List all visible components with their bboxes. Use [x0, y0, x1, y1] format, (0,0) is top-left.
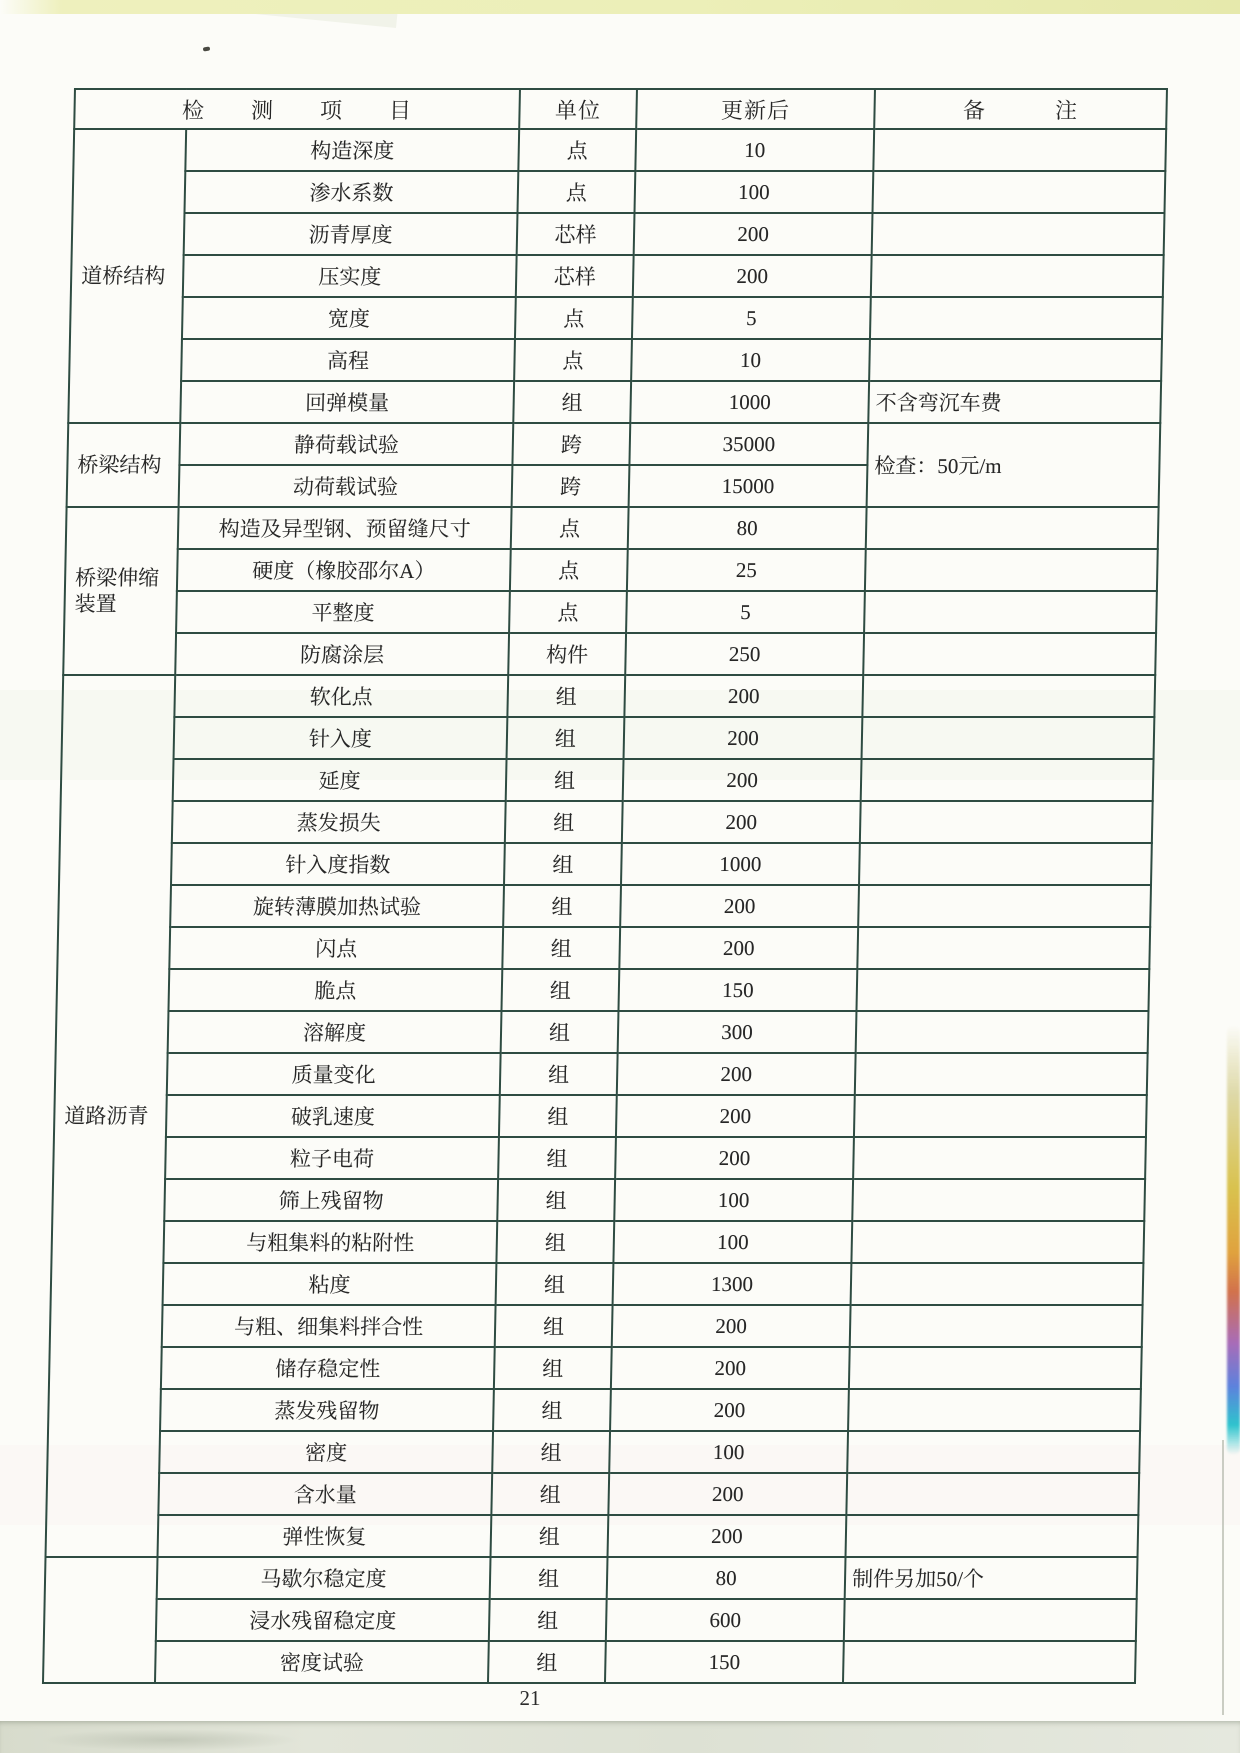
- remark-cell: [849, 1347, 1142, 1389]
- value-cell: 250: [625, 633, 864, 675]
- item-cell: 脆点: [168, 969, 502, 1011]
- unit-cell: 芯样: [517, 213, 635, 255]
- value-cell: 80: [607, 1557, 846, 1599]
- unit-cell: 点: [509, 591, 627, 633]
- table-row: [47, 1431, 1140, 1473]
- remark-cell: [853, 1137, 1146, 1179]
- item-cell: 质量变化: [167, 1053, 501, 1095]
- table-row: [54, 1095, 1147, 1137]
- remark-cell: [860, 801, 1153, 843]
- fee-table-wrap: [42, 88, 1166, 1684]
- remark-cell: [854, 1095, 1147, 1137]
- unit-cell: 组: [500, 1053, 618, 1095]
- unit-cell: 组: [505, 801, 623, 843]
- item-cell: 高程: [181, 339, 515, 381]
- table-row: [61, 759, 1154, 801]
- remark-cell: [873, 171, 1166, 213]
- remark-cell: [865, 549, 1158, 591]
- table-row: [72, 171, 1165, 213]
- value-cell: 200: [624, 717, 863, 759]
- unit-cell: 组: [513, 381, 631, 423]
- value-cell: 600: [606, 1599, 845, 1641]
- value-cell: 300: [618, 1011, 857, 1053]
- unit-cell: 组: [491, 1515, 609, 1557]
- remark-cell: [856, 1011, 1149, 1053]
- item-cell: 弹性恢复: [158, 1515, 492, 1557]
- item-cell: 溶解度: [168, 1011, 502, 1053]
- remark-cell: [862, 717, 1155, 759]
- table-row: [46, 1473, 1139, 1515]
- value-cell: 150: [605, 1641, 844, 1683]
- item-cell: 浸水残留稳定度: [156, 1599, 490, 1641]
- table-row: [51, 1263, 1144, 1305]
- unit-cell: 点: [514, 339, 632, 381]
- table-row: [62, 675, 1155, 717]
- unit-cell: 组: [496, 1263, 614, 1305]
- value-cell: 5: [632, 297, 871, 339]
- table-row: [65, 549, 1158, 591]
- table-row: [56, 969, 1149, 1011]
- category-cell: 桥梁结构: [67, 423, 181, 507]
- item-cell: 针入度: [174, 717, 508, 759]
- unit-cell: 点: [518, 171, 636, 213]
- header-unit: 单位: [519, 89, 637, 129]
- item-cell: 密度: [159, 1431, 493, 1473]
- unit-cell: 组: [489, 1599, 607, 1641]
- value-cell: 5: [626, 591, 865, 633]
- unit-cell: 点: [511, 507, 629, 549]
- table-row: [73, 129, 1166, 171]
- category-cell: [43, 1557, 158, 1683]
- unit-cell: 组: [494, 1347, 612, 1389]
- remark-cell: [869, 339, 1162, 381]
- value-cell: 1000: [621, 843, 860, 885]
- fee-table: [42, 88, 1168, 1684]
- item-cell: 蒸发损失: [172, 801, 506, 843]
- unit-cell: 组: [492, 1431, 610, 1473]
- remark-cell: [844, 1599, 1137, 1641]
- unit-cell: 跨: [512, 423, 630, 465]
- table-row: [58, 885, 1151, 927]
- table-row: [49, 1347, 1142, 1389]
- remark-cell: [857, 927, 1150, 969]
- unit-cell: 组: [501, 1011, 619, 1053]
- value-cell: 80: [628, 507, 867, 549]
- unit-cell: 组: [504, 843, 622, 885]
- value-cell: 10: [635, 129, 874, 171]
- unit-cell: 组: [499, 1095, 617, 1137]
- table-row: [70, 297, 1163, 339]
- item-cell: 储存稳定性: [161, 1347, 495, 1389]
- item-cell: 宽度: [182, 297, 516, 339]
- remark-cell: [850, 1305, 1143, 1347]
- category-cell: 桥梁伸缩 装置: [63, 507, 178, 675]
- item-cell: 马歇尔稳定度: [157, 1557, 491, 1599]
- table-row: [59, 843, 1152, 885]
- unit-cell: 组: [488, 1641, 606, 1683]
- value-cell: 200: [615, 1137, 854, 1179]
- scan-smudge: [40, 1729, 300, 1751]
- table-row: [62, 717, 1155, 759]
- table-row: [48, 1389, 1141, 1431]
- table-row: [71, 255, 1164, 297]
- value-cell: 200: [608, 1473, 847, 1515]
- remark-cell: [851, 1221, 1144, 1263]
- remark-cell: [859, 843, 1152, 885]
- scanner-rainbow-artifact: [1227, 1025, 1240, 1455]
- item-cell: 粘度: [163, 1263, 497, 1305]
- table-row: [63, 633, 1156, 675]
- table-row: [60, 801, 1153, 843]
- category-cell: 道路沥青: [46, 675, 176, 1557]
- value-cell: 200: [622, 801, 861, 843]
- unit-cell: 组: [497, 1179, 615, 1221]
- table-row: [57, 927, 1150, 969]
- item-cell: 密度试验: [155, 1641, 489, 1683]
- value-cell: 100: [614, 1179, 853, 1221]
- value-cell: 100: [613, 1221, 852, 1263]
- value-cell: 200: [610, 1389, 849, 1431]
- item-cell: 软化点: [174, 675, 508, 717]
- item-cell: 与粗集料的粘附性: [163, 1221, 497, 1263]
- unit-cell: 组: [501, 969, 619, 1011]
- table-row: [51, 1221, 1144, 1263]
- value-cell: 100: [635, 171, 874, 213]
- item-cell: 静荷载试验: [179, 423, 513, 465]
- value-cell: 100: [609, 1431, 848, 1473]
- item-cell: 针入度指数: [171, 843, 505, 885]
- item-cell: 含水量: [158, 1473, 492, 1515]
- table-row: [67, 423, 1160, 465]
- table-row: [53, 1137, 1146, 1179]
- item-cell: 构造深度: [185, 129, 519, 171]
- ink-speck: [203, 47, 210, 52]
- remark-cell: [866, 507, 1159, 549]
- value-cell: 200: [611, 1347, 850, 1389]
- remark-cell: 不含弯沉车费: [868, 381, 1161, 423]
- remark-cell: 制件另加50/个: [845, 1557, 1138, 1599]
- table-row: [50, 1305, 1143, 1347]
- paper-right-edge: [1222, 1440, 1224, 1715]
- remark-cell: [870, 297, 1163, 339]
- value-cell: 150: [618, 969, 857, 1011]
- item-cell: 沥青厚度: [184, 213, 518, 255]
- value-cell: 200: [623, 759, 862, 801]
- remark-cell: [856, 969, 1149, 1011]
- value-cell: 200: [624, 675, 863, 717]
- unit-cell: 跨: [512, 465, 630, 507]
- value-cell: 200: [608, 1515, 847, 1557]
- table-row: [45, 1557, 1138, 1599]
- value-cell: 200: [616, 1095, 855, 1137]
- table-row: [52, 1179, 1145, 1221]
- unit-cell: 点: [510, 549, 628, 591]
- table-row: [56, 1011, 1149, 1053]
- item-cell: 渗水系数: [184, 171, 518, 213]
- value-cell: 200: [634, 213, 873, 255]
- item-cell: 压实度: [183, 255, 517, 297]
- table-row: [64, 591, 1157, 633]
- item-cell: 构造及异型钢、预留缝尺寸: [178, 507, 512, 549]
- unit-cell: 组: [491, 1473, 609, 1515]
- unit-cell: 组: [495, 1305, 613, 1347]
- table-row: [46, 1515, 1139, 1557]
- unit-cell: 点: [515, 297, 633, 339]
- item-cell: 闪点: [169, 927, 503, 969]
- unit-cell: 组: [507, 675, 625, 717]
- remark-cell: [863, 633, 1156, 675]
- unit-cell: 组: [496, 1221, 614, 1263]
- value-cell: 25: [627, 549, 866, 591]
- unit-cell: 组: [490, 1557, 608, 1599]
- page-number: 21: [519, 1686, 541, 1710]
- value-cell: 35000: [629, 423, 868, 465]
- table-row: [44, 1599, 1137, 1641]
- item-cell: 粒子电荷: [165, 1137, 499, 1179]
- value-cell: 200: [617, 1053, 856, 1095]
- header-remark: 备 注: [874, 89, 1167, 129]
- header-test-items: 检 测 项 目: [74, 89, 520, 129]
- item-cell: 与粗、细集料拌合性: [162, 1305, 496, 1347]
- remark-cell: [858, 885, 1151, 927]
- value-cell: 200: [633, 255, 872, 297]
- remark-cell: [864, 591, 1157, 633]
- table-row: [69, 339, 1162, 381]
- remark-cell: [862, 675, 1155, 717]
- item-cell: 延度: [173, 759, 507, 801]
- remark-cell: [851, 1263, 1144, 1305]
- remark-cell: [873, 129, 1166, 171]
- item-cell: 破乳速度: [166, 1095, 500, 1137]
- value-cell: 15000: [629, 465, 868, 507]
- table-row: [72, 213, 1165, 255]
- value-cell: 1300: [613, 1263, 852, 1305]
- remark-cell: [855, 1053, 1148, 1095]
- unit-cell: 组: [493, 1389, 611, 1431]
- category-cell: 道桥结构: [68, 129, 186, 423]
- unit-cell: 组: [503, 885, 621, 927]
- table-row: [68, 381, 1161, 423]
- table-row: [66, 507, 1159, 549]
- value-cell: 200: [619, 927, 858, 969]
- remark-cell: 检查：50元/m: [867, 423, 1161, 507]
- value-cell: 200: [612, 1305, 851, 1347]
- item-cell: 蒸发残留物: [160, 1389, 494, 1431]
- unit-cell: 组: [502, 927, 620, 969]
- unit-cell: 构件: [508, 633, 626, 675]
- remark-cell: [846, 1515, 1139, 1557]
- scanner-top-strip: [0, 0, 1240, 14]
- unit-cell: 芯样: [516, 255, 634, 297]
- item-cell: 硬度（橡胶邵尔A）: [177, 549, 511, 591]
- unit-cell: 点: [518, 129, 636, 171]
- remark-cell: [861, 759, 1154, 801]
- header-row: [74, 89, 1167, 129]
- value-cell: 200: [620, 885, 859, 927]
- table-row: [43, 1641, 1136, 1683]
- unit-cell: 组: [507, 717, 625, 759]
- item-cell: 平整度: [176, 591, 510, 633]
- remark-cell: [871, 255, 1164, 297]
- remark-cell: [872, 213, 1165, 255]
- item-cell: 动荷载试验: [179, 465, 513, 507]
- unit-cell: 组: [498, 1137, 616, 1179]
- header-updated-price: 更新后: [636, 89, 875, 129]
- remark-cell: [852, 1179, 1145, 1221]
- remark-cell: [847, 1431, 1140, 1473]
- item-cell: 回弹模量: [180, 381, 514, 423]
- item-cell: 防腐涂层: [175, 633, 509, 675]
- item-cell: 筛上残留物: [164, 1179, 498, 1221]
- unit-cell: 组: [506, 759, 624, 801]
- remark-cell: [848, 1389, 1141, 1431]
- fee-table-body: [43, 129, 1166, 1683]
- value-cell: 1000: [630, 381, 869, 423]
- item-cell: 旋转薄膜加热试验: [170, 885, 504, 927]
- remark-cell: [846, 1473, 1139, 1515]
- table-row: [55, 1053, 1148, 1095]
- remark-cell: [843, 1641, 1136, 1683]
- value-cell: 10: [631, 339, 870, 381]
